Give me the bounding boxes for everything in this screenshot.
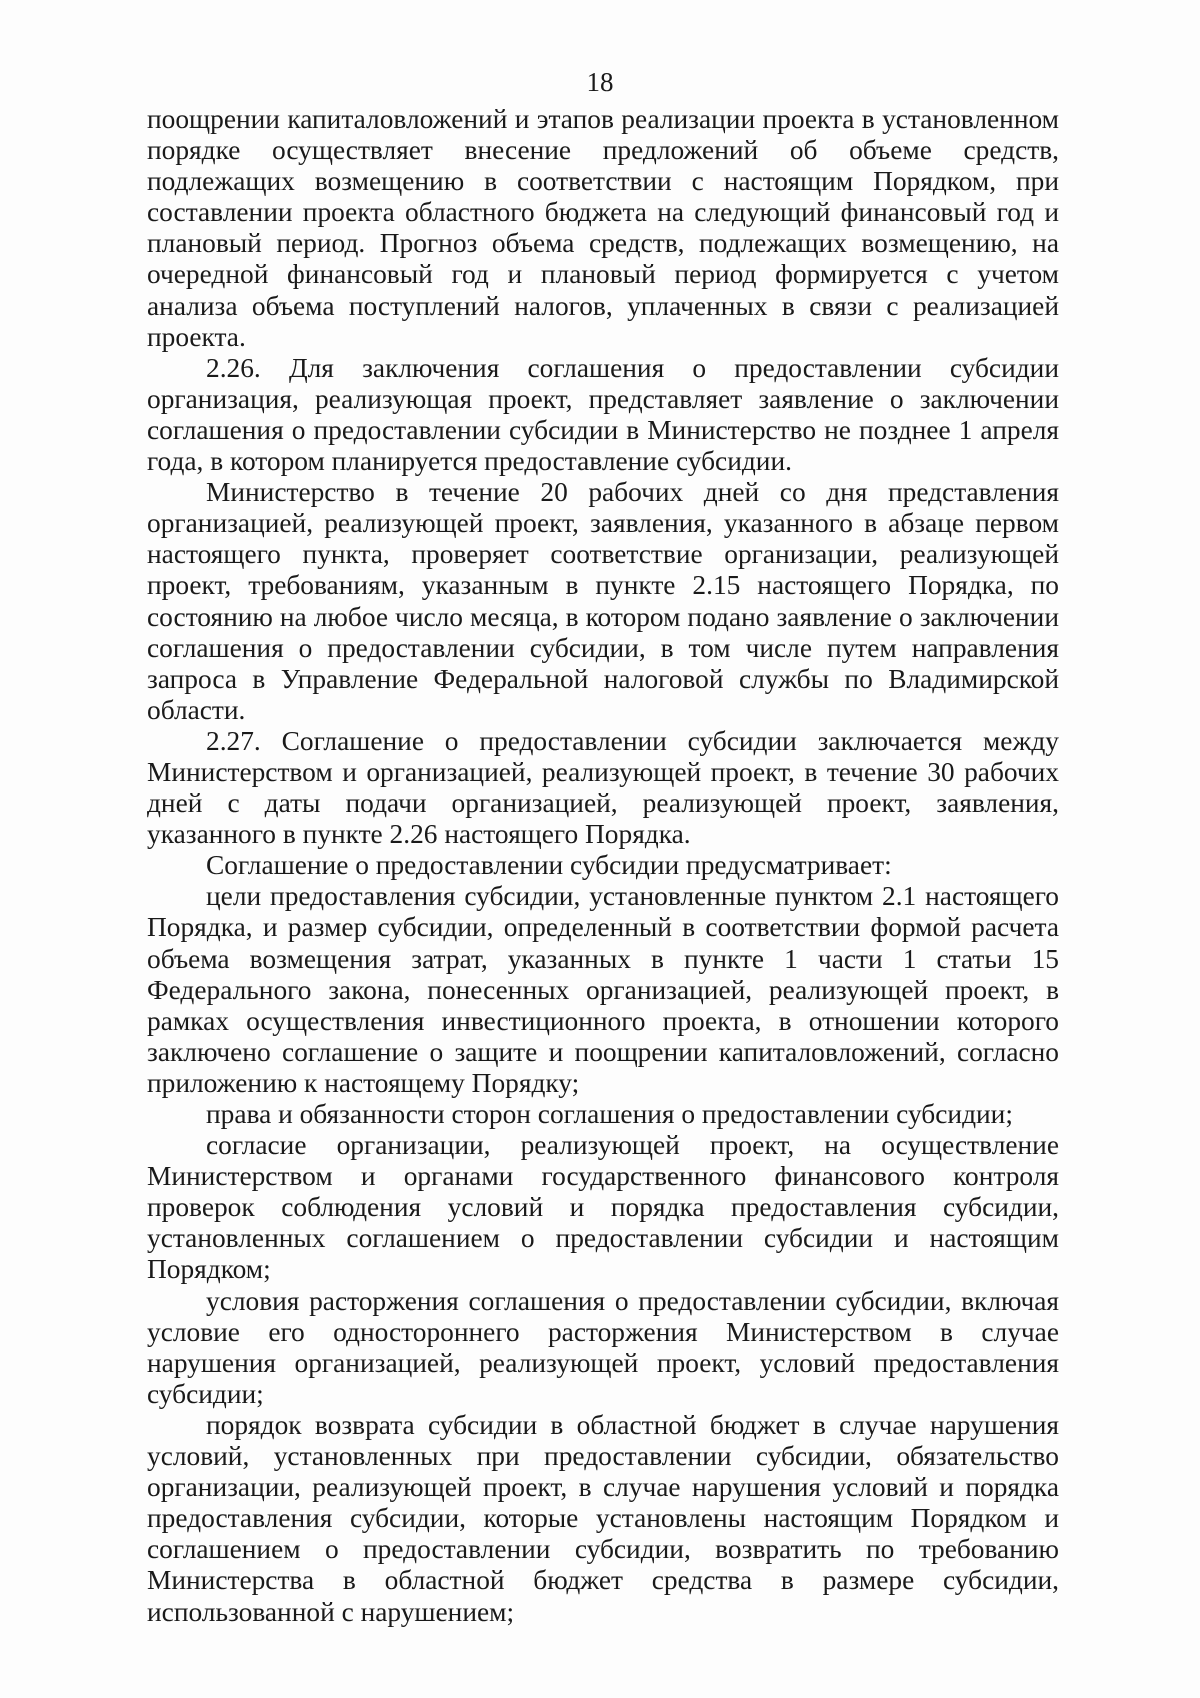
paragraph-rights: права и обязанности сторон соглашения о предоставлении субсидии; (206, 1099, 1013, 1129)
document-body (147, 104, 1059, 1628)
paragraph-agreement-provides: Соглашение о предоставлении субсидии предусматривает: (206, 850, 892, 881)
paragraph-goals: цели предоставления субсидии, установленные пунктом 2.1 настоящего Порядка, и размер субсидии, определенный в соответствии формой расчета объема возмещения затрат, указанных в пункте 1 части 1 статьи 15 Федерального закона, понесенных организацией, реализующей проект, в рамках осуществления инвестиционного проекта, в отношении которого заключено соглашение о защите и поощрении капиталовложений, согласно приложению к настоящему Порядку; (147, 881, 1059, 1098)
paragraph-2-27: 2.27. Соглашение о предоставлении субсидии заключается между Министерством и организацией, реализующей проект, в течение 30 рабочих дней с даты подачи организацией, реализующей проект, заявления, указанного в пункте 2.26 настоящего Порядка. (147, 725, 1059, 850)
paragraph-consent: согласие организации, реализующей проект, на осуществление Министерством и органами государственного финансового контроля проверок соблюдения условий и порядка предоставления субсидии, установленных соглашением о предоставлении субсидии и настоящим Порядком; (147, 1130, 1059, 1285)
paragraph-termination: условия расторжения соглашения о предоставлении субсидии, включая условие его одностороннего расторжения Министерством в случае нарушения организацией, реализующей проект, условий предоставления субсидии; (147, 1285, 1059, 1409)
paragraph-continuation: поощрении капиталовложений и этапов реализации проекта в установленном порядке осуществляет внесение предложений об объеме средств, подлежащих возмещению в соответствии с настоящим Порядком, при составлении проекта областного бюджета на следующий финансовый год и плановый период. Прогноз объема средств, подлежащих возмещению, на очередной финансовый год и плановый период формируется с учетом анализа объема поступлений налогов, уплаченных в связи с реализацией проекта. (147, 104, 1059, 352)
page-number: 18 (586, 67, 614, 97)
paragraph-2-26: 2.26. Для заключения соглашения о предоставлении субсидии организация, реализующая проект, представляет заявление о заключении соглашения о предоставлении субсидии в Министерство не позднее 1 апреля года, в котором планируется предоставление субсидии. (147, 352, 1059, 477)
paragraph-refund: порядок возврата субсидии в областной бюджет в случае нарушения условий, установленных при предоставлении субсидии, обязательство организации, реализующей проект, в случае нарушения условий и порядка предоставления субсидии, которые установлены настоящим Порядком и соглашением о предоставлении субсидии, возвратить по требованию Министерства в областной бюджет средства в размере субсидии, использованной с нарушением; (147, 1409, 1059, 1627)
paragraph-ministry-check: Министерство в течение 20 рабочих дней со дня представления организацией, реализующей проект, заявления, указанного в абзаце первом настоящего пункта, проверяет соответствие организации, реализующей проект, требованиям, указанным в пункте 2.15 настоящего Порядка, по состоянию на любое число месяца, в котором подано заявление о заключении соглашения о предоставлении субсидии, в том числе путем направления запроса в Управление Федеральной налоговой службы по Владимирской области. (147, 477, 1059, 725)
